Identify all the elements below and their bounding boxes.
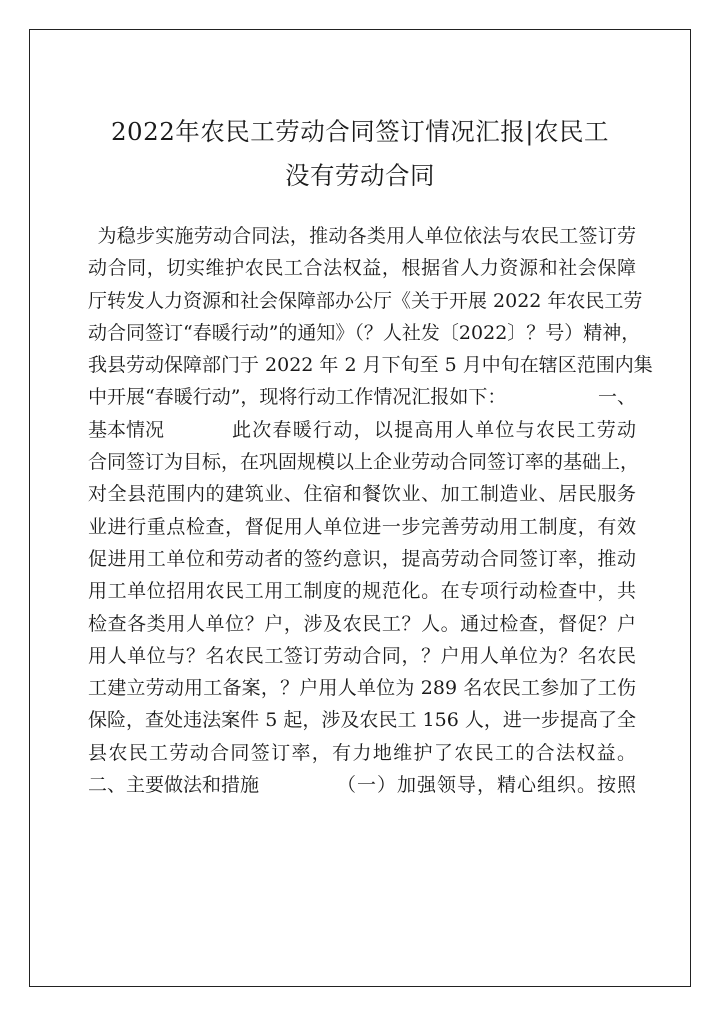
body-line-6 <box>88 381 636 413</box>
body-line-2: 动合同，切实维护农民工合法权益，根据省人力资源和社会保障 <box>88 257 636 280</box>
body-line-18 <box>88 769 636 801</box>
body-line-10: 业进行重点检查，督促用人单位进一步完善劳动用工制度，有效 <box>88 515 636 538</box>
body-line-7-text: 此次春暖行动，以提高用人单位与农民工劳动 <box>232 418 636 441</box>
section-1-number: 一、 <box>597 386 636 409</box>
body-line-9: 对全县范围内的建筑业、住宿和餐饮业、加工制造业、居民服务 <box>88 483 636 506</box>
body-line-7 <box>88 414 636 446</box>
body-line-3: 厅转发人力资源和社会保障部办公厅《关于开展 2022 年农民工劳 <box>88 289 643 312</box>
body-line-13: 检查各类用人单位？户，涉及农民工？人。通过检查，督促？户 <box>88 612 636 635</box>
body-line-8: 合同签订为目标，在巩固规模以上企业劳动合同签订率的基础上， <box>88 451 640 474</box>
section-1-heading: 基本情况 <box>88 418 165 441</box>
document-body <box>88 220 653 801</box>
title-line-2: 没有劳动合同 <box>285 161 435 190</box>
body-line-15: 工建立劳动用工备案，？户用人单位为 289 名农民工参加了工伤 <box>88 677 636 700</box>
body-line-11: 促进用工单位和劳动者的签约意识，提高劳动合同签订率，推动 <box>88 547 636 570</box>
body-line-16: 保险，查处违法案件 5 起，涉及农民工 156 人，进一步提高了全 <box>88 709 636 732</box>
body-line-14: 用人单位与？名农民工签订劳动合同，？户用人单位为？名农民 <box>88 644 636 667</box>
document-title <box>88 110 632 198</box>
body-line-5: 我县劳动保障部门于 2022 年 2 月下旬至 5 月中旬在辖区范围内集 <box>88 354 653 377</box>
body-line-17: 县农民工劳动合同签订率，有力地维护了农民工的合法权益。 <box>88 741 636 764</box>
body-line-1: 为稳步实施劳动合同法，推动各类用人单位依法与农民工签订劳 <box>97 225 636 247</box>
subsection-1-text: （一）加强领导，精心组织。按照 <box>337 774 636 797</box>
body-line-12: 用工单位招用农民工用工制度的规范化。在专项行动检查中，共 <box>88 580 636 603</box>
section-2-heading: 二、主要做法和措施 <box>88 774 260 797</box>
body-line-6-text: 中开展“春暖行动”，现将行动工作情况汇报如下： <box>88 386 507 409</box>
body-line-4: 动合同签订“春暖行动”的通知》（？人社发〔2022〕？号）精神， <box>88 321 641 344</box>
title-line-1: 2022年农民工劳动合同签订情况汇报|农民工 <box>110 117 610 146</box>
